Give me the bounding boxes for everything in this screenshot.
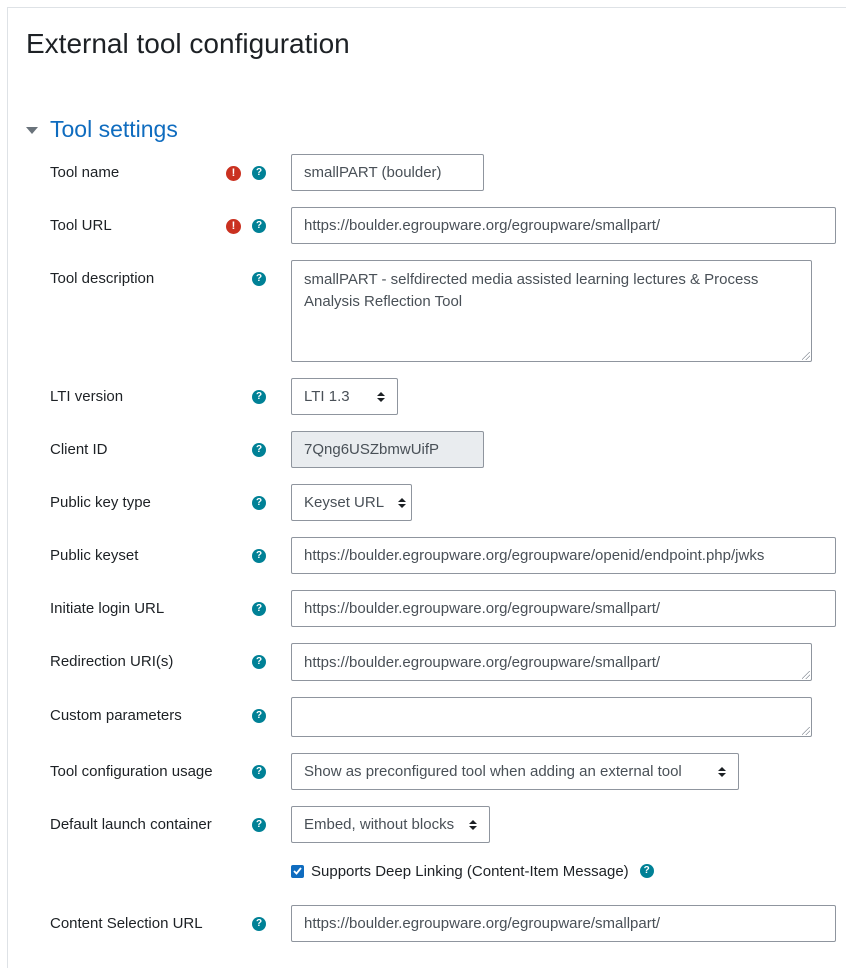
custom-parameters-textarea[interactable] [291,697,812,737]
section-title[interactable]: Tool settings [50,115,178,142]
content-selection-url-input[interactable]: https://boulder.egroupware.org/egroupware/smallpart/ [291,905,836,942]
deep-linking-label[interactable]: Supports Deep Linking (Content-Item Message) [311,862,629,880]
tool-name-input[interactable]: smallPART (boulder) [291,154,484,191]
client-id-label: Client ID [50,441,108,458]
tool-name-label: Tool name [50,164,120,181]
content-selection-url-label: Content Selection URL [50,915,203,932]
redirection-uris-label: Redirection URI(s) [50,653,174,670]
help-icon[interactable]: ? [252,655,266,669]
redirection-uris-textarea[interactable] [291,643,812,681]
tool-config-usage-label: Tool configuration usage [50,763,213,780]
help-icon[interactable]: ? [252,917,266,931]
help-icon[interactable]: ? [252,166,266,180]
deep-linking-checkbox[interactable] [291,865,304,878]
lti-version-value: LTI 1.3 [304,388,350,405]
lti-version-label: LTI version [50,388,124,405]
default-launch-container-select[interactable] [291,806,490,843]
help-icon[interactable]: ? [252,602,266,616]
select-arrows-icon [377,392,385,402]
help-icon[interactable]: ? [252,272,266,286]
deep-linking-row [291,862,654,880]
tool-description-textarea[interactable] [291,260,812,362]
resize-handle[interactable] [802,727,810,735]
tool-config-usage-select[interactable] [291,753,739,790]
help-icon[interactable]: ? [252,219,266,233]
help-icon[interactable]: ? [252,443,266,457]
tool-url-input[interactable]: https://boulder.egroupware.org/egroupware/smallpart/ [291,207,836,244]
help-icon[interactable]: ? [252,549,266,563]
initiate-login-url-label: Initiate login URL [50,600,165,617]
default-launch-container-label: Default launch container [50,816,212,833]
public-keyset-input[interactable]: https://boulder.egroupware.org/egroupware/openid/endpoint.php/jwks [291,537,836,574]
select-arrows-icon [718,767,726,777]
custom-parameters-label: Custom parameters [50,707,182,724]
help-icon[interactable]: ? [252,390,266,404]
tool-config-usage-value: Show as preconfigured tool when adding an external tool [304,763,682,780]
tool-description-text: smallPART - selfdirected media assisted learning lectures & Process Analysis Reflection Tool [304,271,759,310]
client-id-input[interactable]: 7Qng6USZbmwUifP [291,431,484,468]
public-key-type-label: Public key type [50,494,151,511]
tool-url-label: Tool URL [50,217,112,234]
redirection-uris-text: https://boulder.egroupware.org/egroupware/smallpart/ [304,653,661,671]
tool-description-label: Tool description [50,270,155,287]
public-keyset-label: Public keyset [50,547,139,564]
required-icon: ! [226,166,241,181]
resize-handle[interactable] [802,352,810,360]
default-launch-container-value: Embed, without blocks [304,816,455,833]
help-icon[interactable]: ? [640,864,654,878]
help-icon[interactable]: ? [252,765,266,779]
page-title: External tool configuration [26,28,350,59]
help-icon[interactable]: ? [252,818,266,832]
public-key-type-value: Keyset URL [304,494,385,511]
public-key-type-select[interactable] [291,484,412,521]
resize-handle[interactable] [802,671,810,679]
help-icon[interactable]: ? [252,709,266,723]
required-icon: ! [226,219,241,234]
checkmark-icon [293,867,302,875]
section-toggle[interactable] [26,114,178,144]
initiate-login-url-input[interactable]: https://boulder.egroupware.org/egroupware/smallpart/ [291,590,836,627]
select-arrows-icon [469,820,477,830]
lti-version-select[interactable] [291,378,398,415]
caret-down-icon[interactable] [26,127,38,134]
select-arrows-icon [398,498,406,508]
help-icon[interactable]: ? [252,496,266,510]
